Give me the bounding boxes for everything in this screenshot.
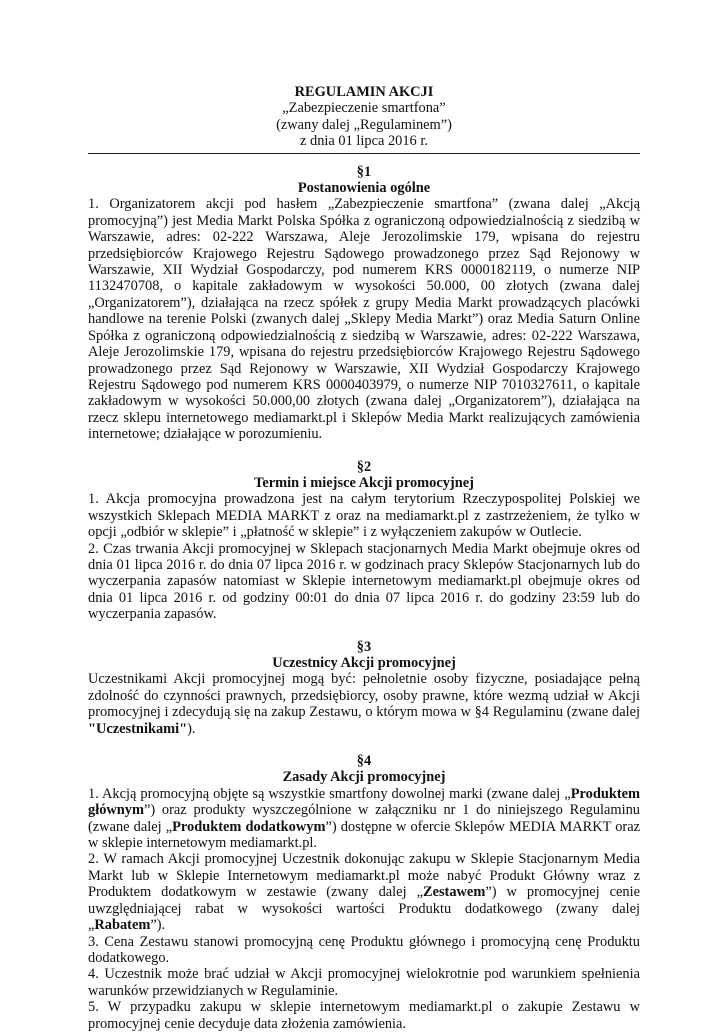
regulations-alias: (zwany dalej „Regulaminem”)	[276, 116, 452, 133]
section-3-text-c: ).	[187, 720, 196, 737]
section-3-heading: Uczestnicy Akcji promocyjnej	[272, 655, 456, 671]
section-2	[88, 459, 640, 623]
section-4-heading: Zasady Akcji promocyjnej	[282, 769, 446, 786]
section-4-paragraph-3: 3. Cena Zestawu stanowi promocyjną cenę Produktu głównego i promocyjną cenę Produktu dodatkowego.	[88, 933, 640, 966]
section-4-number: §4	[356, 753, 372, 770]
campaign-name: „Zabezpieczenie smartfona”	[282, 100, 446, 117]
section-1-number: §1	[356, 163, 372, 180]
document-title: REGULAMIN AKCJI	[294, 84, 434, 100]
section-1-paragraph-1: 1. Organizatorem akcji pod hasłem „Zabezpieczenie smartfona” (zwana dalej „Akcją promocyjną”) jest Media Markt Polska Spółka z ograniczoną odpowiedzialnością z siedzibą w Warszawie, adres: 02-222 Warszawa, Aleje Jerozolimskie 179, wpisana do rejestru przedsiębiorców Krajowego Rejestru Sądowego prowadzonego przez Sąd Rejonowy w Warszawie, XII Wydział Gospodarczy, pod numerem KRS 0000182119, o numerze NIP 1132470708, o kapitale zakładowym w wysokości 50.000, 00 złotych (zwana dalej „Organizatorem”), działająca na rzecz spółek z grupy Media Markt prowadzących placówki handlowe na terenie Polski (zwanych dalej „Sklepy Media Markt”) oraz Media Saturn Online Spółka z ograniczoną odpowiedzialnością z siedzibą w Warszawie, adres: 02-222 Warszawa, Aleje Jerozolimskie 179, wpisana do rejestru przedsiębiorców Krajowego Rejestru Sądowego prowadzonego przez Sąd Rejonowy w Warszawie, XII Wydział Gospodarczy Krajowego Rejestru Sądowego pod numerem KRS 0000403979, o numerze NIP 7010327611, o kapitale zakładowym w wysokości 50.000,00 złotych (zwana dalej „Organizatorem”), działająca na rzecz sklepu internetowego mediamarkt.pl i Sklepów Media Markt realizujących zamówienia internetowe; działające w porozumieniu.	[88, 196, 640, 443]
section-4-paragraph-1	[88, 786, 640, 852]
set-term: Zestawem	[422, 884, 486, 901]
section-4-p1-text-a: 1. Akcją promocyjną objęte są wszystkie smartfony dowolnej marki (zwane dalej „	[88, 785, 571, 802]
participants-term: "Uczestnikami"	[88, 720, 188, 737]
section-4	[88, 753, 640, 1032]
section-1-heading: Postanowienia ogólne	[297, 180, 431, 197]
section-2-number: §2	[356, 458, 372, 475]
section-3-text-a: Uczestnikami Akcji promocyjnej mogą być: pełnoletnie osoby fizyczne, posiadające pełną zdolność do czynności prawnych, przedsiębiorcy, osoby prawne, które wezmą udział w Akcji promocyjnej i zdecydują się na zakup Zestawu, o którym mowa w §4 Regulaminu (zwane dalej	[88, 671, 640, 721]
section-4-p2-text-c: ”) w promocyjnej cenie uwzględniającej rabat w wysokości wartości Produktu dodatkowego (zwany dalej „	[88, 884, 640, 934]
main-product-term: Produktem głównym	[88, 785, 640, 819]
section-3-number: §3	[356, 638, 372, 655]
section-3-paragraph	[88, 671, 640, 737]
section-3	[88, 639, 640, 737]
section-4-p2-text-a: 2. W ramach Akcji promocyjnej Uczestnik dokonując zakupu w Sklepie Stacjonarnym Media Markt lub w Sklepie Internetowym mediamarkt.pl może nabyć Produkt Główny wraz z Produktem dodatkowym w zestawie (zwany dalej „	[88, 851, 640, 901]
discount-term: Rabatem	[94, 917, 151, 934]
section-4-p2-text-e: ”).	[150, 917, 166, 934]
section-1	[88, 164, 640, 443]
section-4-p1-text-c: ”) oraz produkty wyszczególnione w załączniku nr 1 do niniejszego Regulaminu (zwane dalej „	[88, 802, 640, 835]
section-2-heading: Termin i miejsce Akcji promocyjnej	[254, 474, 474, 491]
section-4-paragraph-5: 5. W przypadku zakupu w sklepie internetowym mediamarkt.pl o zakupie Zestawu w promocyjnej cenie decyduje data złożenia zamówienia.	[88, 999, 640, 1032]
section-2-paragraph-1: 1. Akcja promocyjna prowadzona jest na całym terytorium Rzeczypospolitej Polskiej we wszystkich Sklepach MEDIA MARKT z oraz na mediamarkt.pl z zastrzeżeniem, że tylko w opcji „odbiór w sklepie” i „płatność w sklepie” i z wyłączeniem zakupów w Outlecie.	[88, 491, 640, 541]
document-header	[88, 84, 640, 150]
additional-product-term: Produktem dodatkowym	[172, 818, 326, 835]
section-4-p1-text-e: ”) dostępne w ofercie Sklepów MEDIA MARKT oraz w sklepie internetowym mediamarkt.pl.	[88, 818, 640, 852]
header-divider	[88, 153, 640, 154]
section-4-paragraph-4: 4. Uczestnik może brać udział w Akcji promocyjnej wielokrotnie pod warunkiem spełnienia warunków przewidzianych w Regulaminie.	[88, 966, 640, 999]
section-2-paragraph-2: 2. Czas trwania Akcji promocyjnej w Sklepach stacjonarnych Media Markt obejmuje okres od dnia 01 lipca 2016 r. do dnia 07 lipca 2016 r. w godzinach pracy Sklepów Stacjonarnych lub do wyczerpania zapasów natomiast w Sklepie internetowym mediamarkt.pl obejmuje okres od dnia 01 lipca 2016 r. od godziny 00:01 do dnia 07 lipca 2016 r. do godziny 23:59 lub do wyczerpania zapasów.	[88, 540, 640, 623]
section-4-paragraph-2	[88, 851, 640, 933]
document-page	[88, 84, 640, 1032]
document-date: z dnia 01 lipca 2016 r.	[300, 133, 428, 150]
